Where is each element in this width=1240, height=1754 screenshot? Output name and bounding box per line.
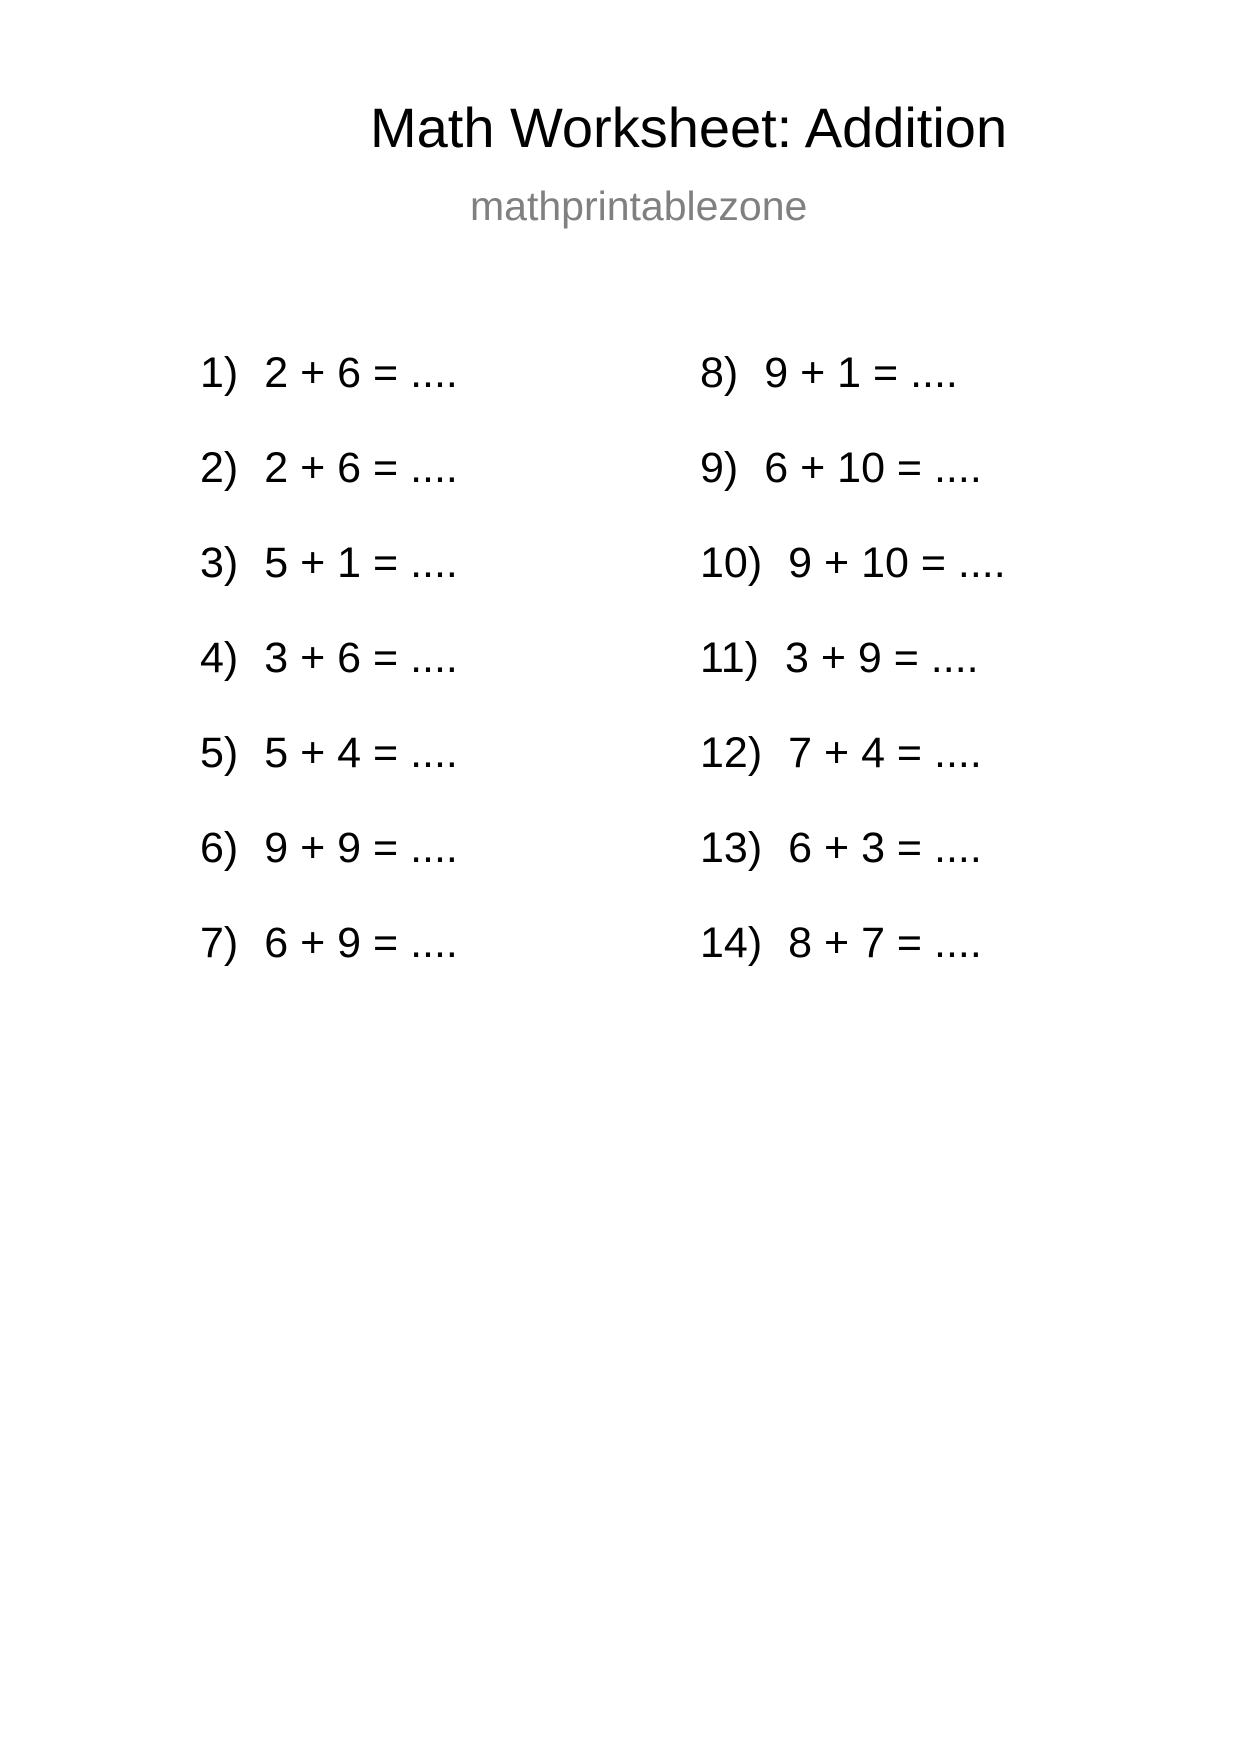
problem-item bbox=[200, 729, 458, 827]
problem-expression: 6 + 10 = .... bbox=[764, 444, 982, 492]
problem-expression: 9 + 10 = .... bbox=[788, 539, 1006, 587]
problem-item bbox=[200, 444, 458, 542]
problem-number: 1) bbox=[200, 349, 239, 397]
problem-item bbox=[200, 349, 458, 447]
problem-number: 5) bbox=[200, 729, 239, 777]
problem-item bbox=[200, 634, 458, 732]
problem-expression: 7 + 4 = .... bbox=[788, 729, 982, 777]
problem-expression: 2 + 6 = .... bbox=[264, 349, 458, 397]
problem-item bbox=[200, 919, 458, 1017]
problem-item bbox=[200, 824, 458, 922]
problem-expression: 2 + 6 = .... bbox=[264, 444, 458, 492]
problems-column-right bbox=[700, 349, 1006, 1017]
problem-item bbox=[200, 539, 458, 637]
problem-expression: 3 + 6 = .... bbox=[264, 634, 458, 682]
problem-number: 4) bbox=[200, 634, 239, 682]
problem-item bbox=[700, 919, 1006, 1017]
problem-number: 8) bbox=[700, 349, 739, 397]
problem-number: 2) bbox=[200, 444, 239, 492]
problems-column-left bbox=[200, 349, 458, 1017]
problem-expression: 5 + 1 = .... bbox=[264, 539, 458, 587]
problem-item bbox=[700, 634, 1006, 732]
problem-item bbox=[700, 824, 1006, 922]
problem-item bbox=[700, 444, 1006, 542]
problem-expression: 3 + 9 = .... bbox=[784, 634, 979, 682]
problem-number: 13) bbox=[700, 824, 763, 872]
problem-item bbox=[700, 729, 1006, 827]
problem-expression: 8 + 7 = .... bbox=[788, 919, 982, 967]
problem-number: 12) bbox=[700, 729, 763, 777]
problem-number: 10) bbox=[700, 539, 763, 587]
problem-expression: 6 + 3 = .... bbox=[788, 824, 982, 872]
problem-expression: 5 + 4 = .... bbox=[264, 729, 458, 777]
problem-number: 6) bbox=[200, 824, 239, 872]
page-subtitle: mathprintablezone bbox=[470, 183, 808, 229]
problem-item bbox=[700, 539, 1006, 637]
problem-number: 9) bbox=[700, 444, 739, 492]
problem-number: 3) bbox=[200, 539, 239, 587]
problem-expression: 9 + 1 = .... bbox=[764, 349, 958, 397]
page-title: Math Worksheet: Addition bbox=[370, 96, 1008, 159]
problem-number: 7) bbox=[200, 919, 239, 967]
problem-number: 11) bbox=[700, 634, 759, 682]
problem-expression: 6 + 9 = .... bbox=[264, 919, 458, 967]
problem-expression: 9 + 9 = .... bbox=[264, 824, 458, 872]
problem-number: 14) bbox=[700, 919, 763, 967]
problem-item bbox=[700, 349, 1006, 447]
